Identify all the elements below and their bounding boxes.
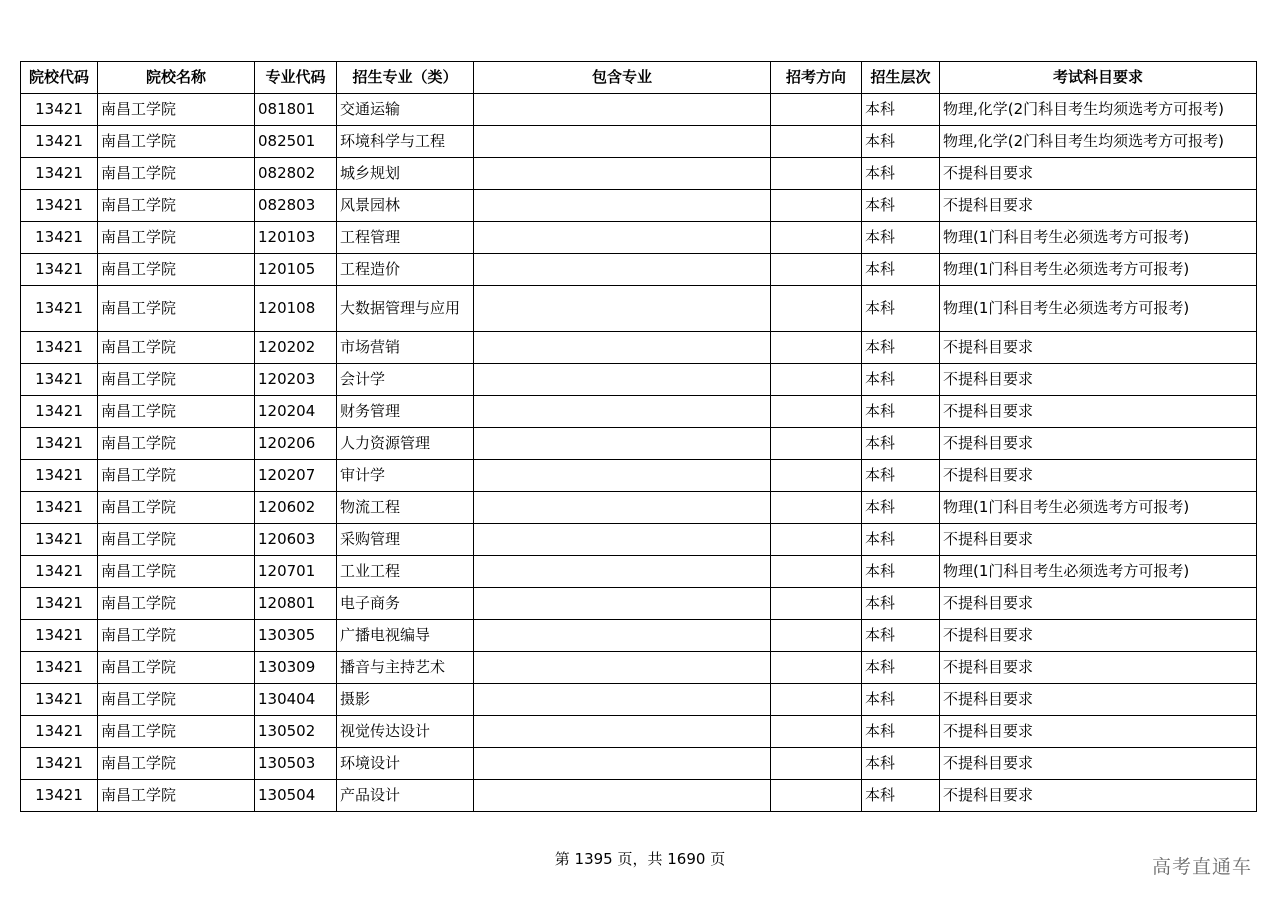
header-direction: 招考方向: [771, 62, 862, 94]
school-code-cell: 13421: [21, 158, 98, 190]
major-name-cell: 市场营销: [337, 332, 474, 364]
major-name-cell: 播音与主持艺术: [337, 652, 474, 684]
school-name-cell: 南昌工学院: [98, 190, 255, 222]
subject-requirement-cell: 不提科目要求: [940, 588, 1257, 620]
school-name-cell: 南昌工学院: [98, 780, 255, 812]
table-row: [21, 620, 1257, 652]
level-cell: 本科: [862, 588, 940, 620]
school-name-cell: 南昌工学院: [98, 94, 255, 126]
header-level: 招生层次: [862, 62, 940, 94]
table-row: [21, 492, 1257, 524]
major-code-cell: 120603: [255, 524, 337, 556]
included-majors-cell: [474, 460, 771, 492]
school-name-cell: 南昌工学院: [98, 332, 255, 364]
table-row: [21, 94, 1257, 126]
included-majors-cell: [474, 556, 771, 588]
direction-cell: [771, 492, 862, 524]
major-code-cell: 120207: [255, 460, 337, 492]
school-code-cell: 13421: [21, 396, 98, 428]
subject-requirement-cell: 物理(1门科目考生必须选考方可报考): [940, 492, 1257, 524]
major-code-cell: 120602: [255, 492, 337, 524]
included-majors-cell: [474, 190, 771, 222]
school-name-cell: 南昌工学院: [98, 460, 255, 492]
table-row: [21, 716, 1257, 748]
direction-cell: [771, 524, 862, 556]
major-name-cell: 物流工程: [337, 492, 474, 524]
subject-requirement-cell: 物理,化学(2门科目考生均须选考方可报考): [940, 126, 1257, 158]
subject-requirement-cell: 不提科目要求: [940, 190, 1257, 222]
major-code-cell: 120204: [255, 396, 337, 428]
major-name-cell: 人力资源管理: [337, 428, 474, 460]
watermark: 高考直通车: [1151, 856, 1252, 878]
subject-requirement-cell: 不提科目要求: [940, 460, 1257, 492]
school-name-cell: 南昌工学院: [98, 652, 255, 684]
school-code-cell: 13421: [21, 524, 98, 556]
school-code-cell: 13421: [21, 748, 98, 780]
major-name-cell: 会计学: [337, 364, 474, 396]
level-cell: 本科: [862, 716, 940, 748]
direction-cell: [771, 254, 862, 286]
level-cell: 本科: [862, 190, 940, 222]
school-code-cell: 13421: [21, 126, 98, 158]
table-row: [21, 780, 1257, 812]
included-majors-cell: [474, 254, 771, 286]
level-cell: 本科: [862, 780, 940, 812]
direction-cell: [771, 428, 862, 460]
subject-requirement-cell: 不提科目要求: [940, 332, 1257, 364]
included-majors-cell: [474, 492, 771, 524]
school-code-cell: 13421: [21, 556, 98, 588]
subject-requirement-cell: 不提科目要求: [940, 396, 1257, 428]
direction-cell: [771, 652, 862, 684]
school-name-cell: 南昌工学院: [98, 222, 255, 254]
level-cell: 本科: [862, 332, 940, 364]
direction-cell: [771, 158, 862, 190]
major-code-cell: 082802: [255, 158, 337, 190]
direction-cell: [771, 190, 862, 222]
major-name-cell: 城乡规划: [337, 158, 474, 190]
subject-requirement-cell: 不提科目要求: [940, 428, 1257, 460]
included-majors-cell: [474, 158, 771, 190]
direction-cell: [771, 94, 862, 126]
included-majors-cell: [474, 652, 771, 684]
school-code-cell: 13421: [21, 588, 98, 620]
major-code-cell: 130305: [255, 620, 337, 652]
school-name-cell: 南昌工学院: [98, 158, 255, 190]
major-code-cell: 120105: [255, 254, 337, 286]
subject-requirement-cell: 物理(1门科目考生必须选考方可报考): [940, 222, 1257, 254]
major-name-cell: 风景园林: [337, 190, 474, 222]
major-name-cell: 工程造价: [337, 254, 474, 286]
major-code-cell: 120801: [255, 588, 337, 620]
major-code-cell: 130309: [255, 652, 337, 684]
included-majors-cell: [474, 524, 771, 556]
level-cell: 本科: [862, 396, 940, 428]
school-code-cell: 13421: [21, 460, 98, 492]
header-subject-requirement: 考试科目要求: [940, 62, 1257, 94]
major-code-cell: 130404: [255, 684, 337, 716]
included-majors-cell: [474, 126, 771, 158]
school-code-cell: 13421: [21, 190, 98, 222]
subject-requirement-cell: 不提科目要求: [940, 684, 1257, 716]
school-name-cell: 南昌工学院: [98, 716, 255, 748]
major-name-cell: 环境科学与工程: [337, 126, 474, 158]
major-name-cell: 财务管理: [337, 396, 474, 428]
header-school-name: 院校名称: [98, 62, 255, 94]
table-body: [21, 94, 1257, 812]
direction-cell: [771, 286, 862, 332]
page-number: 第 1395 页，共 1690 页: [554, 850, 726, 868]
school-name-cell: 南昌工学院: [98, 556, 255, 588]
school-name-cell: 南昌工学院: [98, 524, 255, 556]
major-name-cell: 产品设计: [337, 780, 474, 812]
header-included-majors: 包含专业: [474, 62, 771, 94]
table-row: [21, 190, 1257, 222]
table-row: [21, 286, 1257, 332]
school-name-cell: 南昌工学院: [98, 620, 255, 652]
direction-cell: [771, 222, 862, 254]
included-majors-cell: [474, 364, 771, 396]
school-code-cell: 13421: [21, 620, 98, 652]
school-code-cell: 13421: [21, 364, 98, 396]
table-row: [21, 126, 1257, 158]
major-name-cell: 审计学: [337, 460, 474, 492]
major-code-cell: 082501: [255, 126, 337, 158]
subject-requirement-cell: 物理(1门科目考生必须选考方可报考): [940, 556, 1257, 588]
subject-requirement-cell: 不提科目要求: [940, 524, 1257, 556]
major-code-cell: 120203: [255, 364, 337, 396]
table-row: [21, 332, 1257, 364]
level-cell: 本科: [862, 222, 940, 254]
table-row: [21, 428, 1257, 460]
included-majors-cell: [474, 620, 771, 652]
table-row: [21, 524, 1257, 556]
school-name-cell: 南昌工学院: [98, 428, 255, 460]
major-name-cell: 摄影: [337, 684, 474, 716]
school-name-cell: 南昌工学院: [98, 254, 255, 286]
school-name-cell: 南昌工学院: [98, 286, 255, 332]
direction-cell: [771, 396, 862, 428]
direction-cell: [771, 716, 862, 748]
major-code-cell: 130502: [255, 716, 337, 748]
table-row: [21, 364, 1257, 396]
level-cell: 本科: [862, 94, 940, 126]
major-name-cell: 工业工程: [337, 556, 474, 588]
header-major-name: 招生专业（类）: [337, 62, 474, 94]
level-cell: 本科: [862, 524, 940, 556]
major-code-cell: 120103: [255, 222, 337, 254]
direction-cell: [771, 588, 862, 620]
table-row: [21, 460, 1257, 492]
major-name-cell: 视觉传达设计: [337, 716, 474, 748]
subject-requirement-cell: 不提科目要求: [940, 748, 1257, 780]
level-cell: 本科: [862, 254, 940, 286]
direction-cell: [771, 684, 862, 716]
school-name-cell: 南昌工学院: [98, 396, 255, 428]
level-cell: 本科: [862, 748, 940, 780]
level-cell: 本科: [862, 286, 940, 332]
school-code-cell: 13421: [21, 428, 98, 460]
direction-cell: [771, 460, 862, 492]
level-cell: 本科: [862, 126, 940, 158]
included-majors-cell: [474, 716, 771, 748]
included-majors-cell: [474, 222, 771, 254]
major-name-cell: 电子商务: [337, 588, 474, 620]
major-name-cell: 大数据管理与应用: [337, 286, 474, 332]
major-code-cell: 081801: [255, 94, 337, 126]
table-row: [21, 396, 1257, 428]
level-cell: 本科: [862, 684, 940, 716]
major-code-cell: 120202: [255, 332, 337, 364]
direction-cell: [771, 332, 862, 364]
school-name-cell: 南昌工学院: [98, 588, 255, 620]
school-code-cell: 13421: [21, 780, 98, 812]
major-name-cell: 工程管理: [337, 222, 474, 254]
included-majors-cell: [474, 780, 771, 812]
school-code-cell: 13421: [21, 716, 98, 748]
school-code-cell: 13421: [21, 684, 98, 716]
major-code-cell: 082803: [255, 190, 337, 222]
direction-cell: [771, 620, 862, 652]
subject-requirement-cell: 不提科目要求: [940, 716, 1257, 748]
subject-requirement-cell: 不提科目要求: [940, 780, 1257, 812]
included-majors-cell: [474, 332, 771, 364]
school-name-cell: 南昌工学院: [98, 126, 255, 158]
school-name-cell: 南昌工学院: [98, 492, 255, 524]
subject-requirement-cell: 不提科目要求: [940, 158, 1257, 190]
subject-requirement-cell: 物理(1门科目考生必须选考方可报考): [940, 286, 1257, 332]
included-majors-cell: [474, 684, 771, 716]
direction-cell: [771, 556, 862, 588]
school-name-cell: 南昌工学院: [98, 364, 255, 396]
table-row: [21, 588, 1257, 620]
major-code-cell: 130504: [255, 780, 337, 812]
direction-cell: [771, 748, 862, 780]
major-name-cell: 广播电视编导: [337, 620, 474, 652]
major-code-cell: 120206: [255, 428, 337, 460]
level-cell: 本科: [862, 492, 940, 524]
included-majors-cell: [474, 748, 771, 780]
subject-requirement-cell: 物理,化学(2门科目考生均须选考方可报考): [940, 94, 1257, 126]
subject-requirement-cell: 不提科目要求: [940, 620, 1257, 652]
table-row: [21, 254, 1257, 286]
direction-cell: [771, 126, 862, 158]
level-cell: 本科: [862, 428, 940, 460]
major-name-cell: 采购管理: [337, 524, 474, 556]
included-majors-cell: [474, 428, 771, 460]
header-major-code: 专业代码: [255, 62, 337, 94]
included-majors-cell: [474, 396, 771, 428]
major-name-cell: 交通运输: [337, 94, 474, 126]
level-cell: 本科: [862, 652, 940, 684]
level-cell: 本科: [862, 556, 940, 588]
level-cell: 本科: [862, 158, 940, 190]
table-row: [21, 748, 1257, 780]
school-code-cell: 13421: [21, 254, 98, 286]
school-code-cell: 13421: [21, 332, 98, 364]
school-code-cell: 13421: [21, 222, 98, 254]
included-majors-cell: [474, 94, 771, 126]
major-name-cell: 环境设计: [337, 748, 474, 780]
school-code-cell: 13421: [21, 286, 98, 332]
school-name-cell: 南昌工学院: [98, 748, 255, 780]
major-code-cell: 120108: [255, 286, 337, 332]
direction-cell: [771, 364, 862, 396]
major-code-cell: 130503: [255, 748, 337, 780]
table-row: [21, 556, 1257, 588]
level-cell: 本科: [862, 620, 940, 652]
subject-requirement-cell: 物理(1门科目考生必须选考方可报考): [940, 254, 1257, 286]
direction-cell: [771, 780, 862, 812]
school-code-cell: 13421: [21, 94, 98, 126]
table-row: [21, 652, 1257, 684]
subject-requirement-cell: 不提科目要求: [940, 652, 1257, 684]
admissions-table: [20, 61, 1257, 812]
table-row: [21, 222, 1257, 254]
subject-requirement-cell: 不提科目要求: [940, 364, 1257, 396]
school-name-cell: 南昌工学院: [98, 684, 255, 716]
table-row: [21, 158, 1257, 190]
level-cell: 本科: [862, 460, 940, 492]
level-cell: 本科: [862, 364, 940, 396]
included-majors-cell: [474, 286, 771, 332]
major-code-cell: 120701: [255, 556, 337, 588]
included-majors-cell: [474, 588, 771, 620]
header-school-code: 院校代码: [21, 62, 98, 94]
header-row: [21, 62, 1257, 94]
table-row: [21, 684, 1257, 716]
school-code-cell: 13421: [21, 492, 98, 524]
school-code-cell: 13421: [21, 652, 98, 684]
